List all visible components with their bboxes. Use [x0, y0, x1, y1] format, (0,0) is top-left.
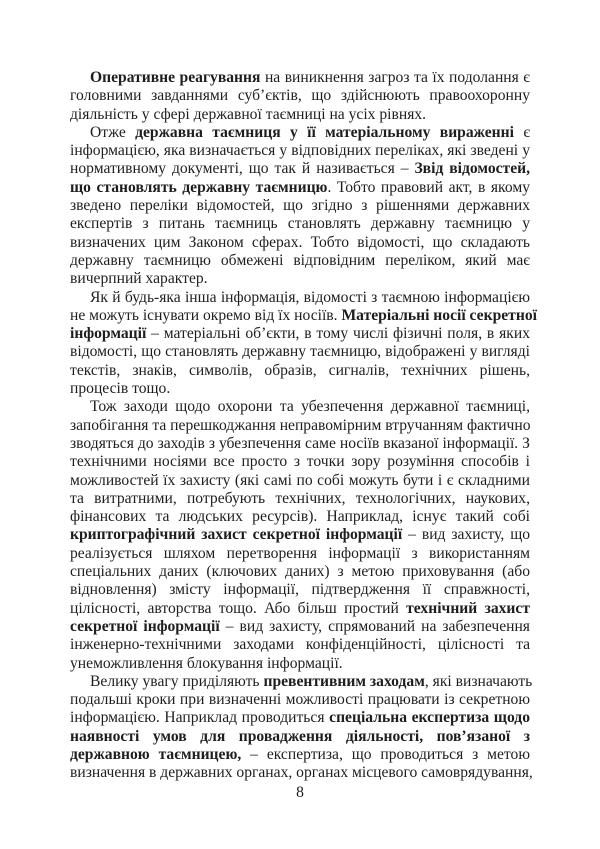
- text-line: [70, 197, 530, 215]
- text-run: Отже: [90, 123, 136, 141]
- paragraph: [70, 124, 530, 289]
- bold-term: наявності умов для провадження діяльності, пов’язаної з: [70, 727, 530, 745]
- text-run: зводяться до заходів з убезпечення саме носіїв вказаної інформації. З: [70, 434, 530, 452]
- text-line: [70, 87, 530, 105]
- page-number: 8: [296, 784, 304, 801]
- text-run: . Тобто правовий акт, в якому: [327, 178, 530, 196]
- text-line: [70, 215, 530, 233]
- text-line: [70, 362, 530, 380]
- text-run: експертів з питань таємниць становлять державну таємницю у: [70, 215, 530, 233]
- text-line: [70, 325, 530, 343]
- text-line: [70, 306, 537, 325]
- text-run: діяльність у сфері державної таємниці на усіх рівнях.: [70, 105, 427, 123]
- text-line: [70, 69, 530, 87]
- paragraph: [70, 69, 530, 124]
- text-run: цілісності, авторства тощо. Або більш простий: [70, 599, 407, 617]
- text-line: [70, 472, 530, 490]
- text-line: [70, 581, 530, 599]
- text-run: не можуть існувати окремо від їх носіїв.: [70, 306, 342, 324]
- text-run: державну таємницю обмежені відповідним переліком, який має: [70, 251, 530, 269]
- text-line: [70, 655, 530, 673]
- text-run: , які визначають: [424, 672, 533, 690]
- text-run: інформацією. Наприклад проводиться: [70, 709, 330, 727]
- text-run: відомості, що становлять державну таємницю, відображені у вигляді: [70, 343, 530, 361]
- bold-term: Звід відомостей,: [414, 160, 531, 178]
- text-run: процесів тощо.: [70, 380, 171, 398]
- text-run: реалізується шляхом перетворення інформації з використанням: [70, 544, 530, 562]
- text-line: [70, 709, 530, 727]
- text-run: зведено переліки відомостей, що згідно з рішеннями державних: [70, 197, 530, 215]
- text-line: [70, 453, 530, 471]
- text-run: спеціальних даних (ключових даних) з метою приховування (або: [70, 563, 530, 581]
- text-run: Тож заходи щодо охорони та убезпечення державної таємниці,: [90, 398, 530, 416]
- text-line: [70, 490, 530, 508]
- text-line: [70, 417, 530, 435]
- text-run: визначення в державних органах, органах місцевого самоврядування,: [70, 764, 533, 782]
- text-line: [70, 270, 530, 288]
- text-line: [70, 746, 530, 764]
- bold-term: Оперативне реагування: [90, 69, 261, 86]
- text-line: [70, 600, 530, 618]
- paragraph: [70, 288, 537, 399]
- text-line: [70, 179, 530, 197]
- text-line: [70, 672, 533, 691]
- text-line: [70, 160, 530, 178]
- text-line: [70, 380, 530, 398]
- bold-term: інформації: [70, 325, 147, 343]
- text-run: та витратними, потребують технічних, технологічних, наукових,: [70, 489, 530, 507]
- text-line: [70, 252, 530, 270]
- bold-term: Матеріальні носії секретної: [341, 306, 537, 324]
- text-run: нормативному документі, що так й називається –: [70, 160, 415, 178]
- text-run: текстів, знаків, символів, образів, сигналів, технічних рішень,: [70, 361, 530, 379]
- text-line: [70, 124, 530, 142]
- text-run: інформацією, яка визначається у відповідних переліках, які зведені у: [70, 142, 530, 160]
- text-run: на виникнення загроз та їх подолання є: [260, 69, 530, 86]
- text-run: відновлення) змісту інформації, підтвердження її справжності,: [70, 581, 530, 599]
- text-line: [70, 343, 530, 361]
- text-run: головними завданнями суб’єктів, що здійснюють правоохоронну: [70, 87, 530, 105]
- text-run: запобігання та перешкоджання неправомірним втручанням фактично: [70, 416, 531, 434]
- text-run: – матеріальні об’єкти, в тому числі фізичні поля, в яких: [146, 325, 530, 343]
- text-run: Велику увагу приділяють: [90, 672, 264, 690]
- bold-term: превентивним заходам: [263, 672, 425, 690]
- text-run: Як й будь-яка інша інформація, відомості з таємною інформацією: [90, 288, 530, 306]
- page-body: [70, 69, 537, 783]
- text-run: – вид захисту, що: [402, 526, 531, 544]
- bold-term: секретної інформації: [70, 617, 220, 635]
- text-line: [70, 563, 530, 581]
- text-line: [70, 398, 530, 416]
- text-line: [70, 636, 530, 654]
- paragraph: [70, 398, 530, 672]
- text-run: – експертиза, що проводиться з метою: [241, 745, 530, 763]
- text-line: [70, 234, 530, 252]
- text-run: унеможливлення блокування інформації.: [70, 654, 343, 672]
- text-line: [70, 545, 530, 563]
- text-line: [70, 526, 530, 544]
- bold-term: спеціальна експертиза щодо: [329, 709, 530, 727]
- text-line: [70, 289, 530, 307]
- text-line: [70, 508, 530, 526]
- bold-term: технічний захист: [406, 599, 530, 617]
- text-line: [70, 435, 530, 453]
- paragraph: [70, 672, 533, 783]
- bold-term: криптографічний захист секретної інформації: [70, 526, 403, 544]
- text-line: [70, 764, 533, 782]
- text-line: [70, 728, 530, 746]
- text-line: [70, 106, 530, 124]
- text-line: [70, 142, 530, 160]
- bold-term: державна таємниця у її матеріальному вираженні: [135, 123, 514, 141]
- text-run: – вид захисту, спрямований на забезпечення: [219, 617, 530, 635]
- text-run: фінансових та людських ресурсів). Наприклад, існує такий собі: [70, 508, 530, 526]
- text-run: подальші кроки при визначенні можливості працювати із секретною: [70, 691, 530, 709]
- text-run: інженерно-технічними заходами конфіденційності, цілісності та: [70, 636, 530, 654]
- text-run: можливостей їх захисту (які самі по собі можуть бути і є складними: [70, 471, 530, 489]
- text-run: вичерпний характер.: [70, 270, 208, 288]
- text-line: [70, 618, 530, 636]
- text-run: визначених цим Законом сферах. Тобто відомості, що складають: [70, 233, 530, 251]
- bold-term: державною таємницею,: [70, 745, 242, 763]
- text-run: є: [513, 123, 531, 141]
- text-line: [70, 691, 530, 709]
- bold-term: що становлять державну таємницю: [70, 178, 328, 196]
- text-run: технічними носіями все просто з точки зору розуміння способів і: [70, 453, 530, 471]
